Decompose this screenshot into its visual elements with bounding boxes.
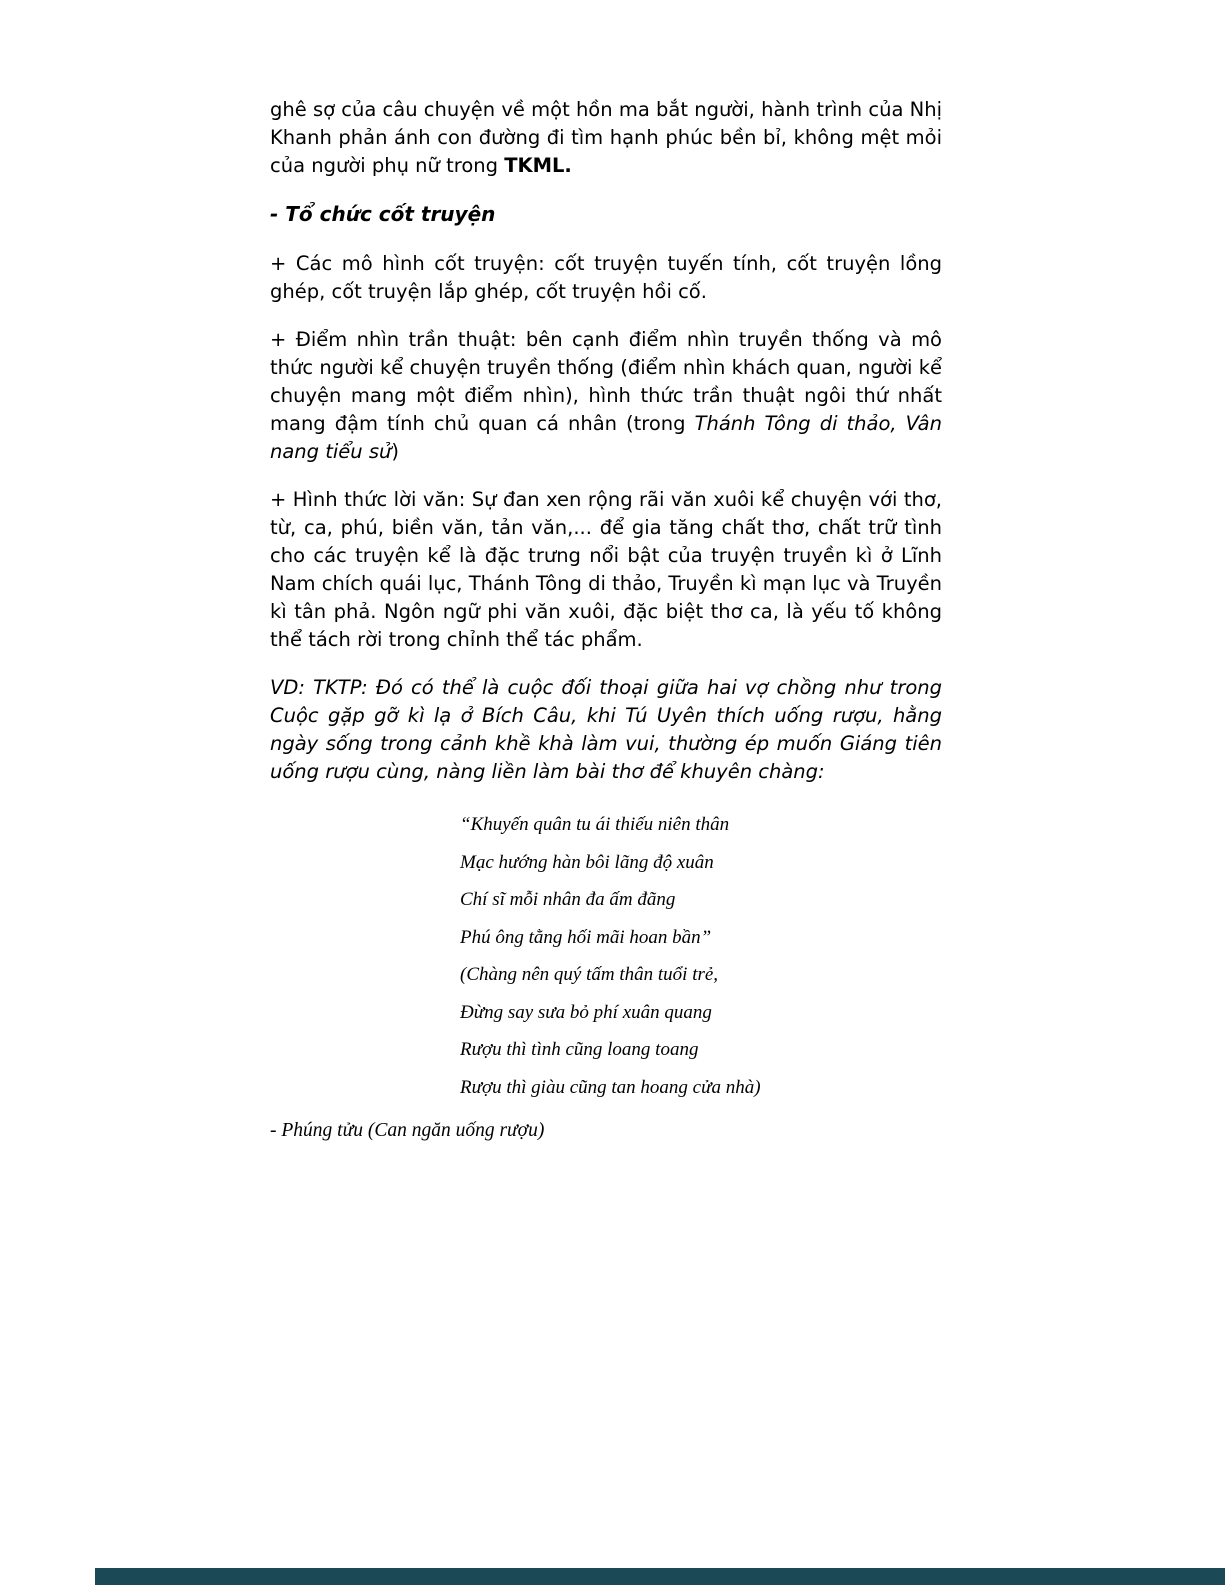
poem-source-note: - Phúng tửu (Can ngăn uống rượu) (270, 1120, 545, 1141)
poem-line: “Khuyến quân tu ái thiếu niên thân (460, 814, 730, 835)
section-heading: - Tổ chức cốt truyện (270, 202, 496, 226)
poem-line: Chí sĩ mỗi nhân đa ấm đãng (460, 889, 676, 910)
document-content (270, 96, 942, 1142)
poem-line: Rượu thì giàu cũng tan hoang cửa nhà) (460, 1076, 761, 1098)
paragraph-viewpoint-text: + Điểm nhìn trần thuật: bên cạnh điểm nhìn truyền thống và mô thức người kể chuyện truyền thống (điểm nhìn khách quan, người kể chuyện mang một điểm nhìn), hình thức trần thuật ngôi thứ nhất mang đậm tính chủ quan cá nhân (trong (270, 328, 942, 435)
paragraph-viewpoint (270, 326, 942, 466)
paragraph-example: VD: TKTP: Đó có thể là cuộc đối thoại giữa hai vợ chồng như trong Cuộc gặp gỡ kì lạ ở Bích Câu, khi Tú Uyên thích uống rượu, hằng ngày sống trong cảnh khề khà làm vui, thường ép muốn Giáng tiên uống rượu cùng, nàng liền làm bài thơ để khuyên chàng: (270, 676, 942, 783)
footer-bar (95, 1568, 1225, 1585)
poem-line: Mạc hướng hàn bôi lãng độ xuân (460, 851, 714, 873)
paragraph-intro (270, 96, 942, 180)
poem-line: Đừng say sưa bỏ phí xuân quang (460, 1001, 712, 1023)
paragraph-language-form: + Hình thức lời văn: Sự đan xen rộng rãi văn xuôi kể chuyện với thơ, từ, ca, phú, biền văn, tản văn,... để gia tăng chất thơ, chất trữ tình cho các truyện kể là đặc trưng nổi bật của truyện truyền kì ở Lĩnh Nam chích quái lục, Thánh Tông di thảo, Truyền kì mạn lục và Truyền kì tân phả. Ngôn ngữ phi văn xuôi, đặc biệt thơ ca, là yếu tố không thể tách rời trong chỉnh thể tác phẩm. (270, 488, 942, 651)
paragraph-viewpoint-close-paren: ) (391, 440, 399, 463)
paragraph-intro-text: ghê sợ của câu chuyện về một hồn ma bắt người, hành trình của Nhị Khanh phản ánh con đường đi tìm hạnh phúc bền bỉ, không mệt mỏi của người phụ nữ trong (270, 98, 942, 177)
poem-line: Phú ông tằng hối mãi hoan bần” (460, 926, 712, 948)
paragraph-intro-abbreviation: TKML. (504, 154, 572, 177)
poem-line: Rượu thì tình cũng loang toang (460, 1039, 699, 1060)
poem-line: (Chàng nên quý tấm thân tuổi trẻ, (460, 964, 719, 985)
paragraph-viewpoint-book-titles: Thánh Tông di thảo, Vân nang tiểu sử (270, 412, 942, 463)
paragraph-plot-models: + Các mô hình cốt truyện: cốt truyện tuyến tính, cốt truyện lồng ghép, cốt truyện lắp ghép, cốt truyện hồi cố. (270, 252, 942, 303)
poem-block (270, 806, 942, 1106)
